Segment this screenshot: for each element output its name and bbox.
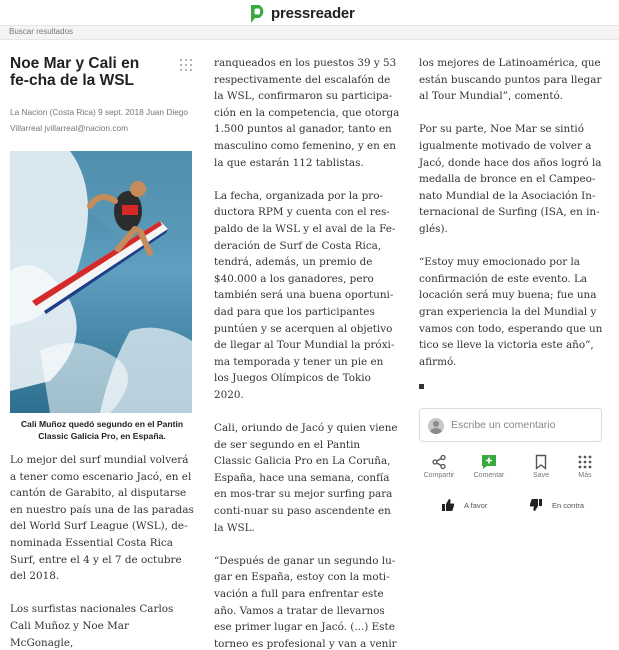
share-label: Compartir	[423, 472, 455, 479]
comment-button[interactable]	[469, 454, 509, 479]
article-byline	[10, 105, 194, 136]
byline-line-1: La Nacion (Costa Rica) 9 sept. 2018 Juan Diego	[10, 107, 189, 117]
share-icon	[419, 454, 459, 470]
paragraph: Los surfistas nacionales Carlos Cali Muñoz y Noe Mar McGonagle,	[10, 603, 174, 649]
save-button[interactable]	[521, 454, 561, 479]
thumbs-up-icon	[441, 498, 455, 512]
paragraph: La fecha, organizada por la pro-ductora RPM y cuenta con el res-paldo de la WSL y el aval de la Fe-deración de Surf de Costa Rica, tendrá, además, un premio de $40.000 a los ganadores, pero también será una buena oportuni-dad para que los participantes puntúen y se acerquen al objetivo de llegar al Tour Mundial la próxi-ma temporada y tener un pie en los Juegos Olímpicos de Tokio 2020.	[214, 189, 396, 401]
user-avatar-icon	[428, 418, 444, 434]
share-button[interactable]	[419, 454, 459, 479]
more-icon	[565, 454, 605, 470]
pressreader-logo-icon	[247, 3, 267, 24]
byline-line-2: Villarreal jvillarreal@nacion.com	[10, 122, 129, 133]
vote-down-button[interactable]	[529, 498, 584, 512]
photo-caption: Cali Muñoz quedó segundo en el Pantin Classic Galicia Pro, en España.	[20, 419, 184, 441]
paragraph: Por su parte, Noe Mar se sintió igualmente motivado de volver a Jacó, donde hace dos años logró la medalla de bronce en el Campeo-nato Mundial de la Asociación In-ternacional de Surfing (ISA, en in-glés).	[419, 123, 602, 235]
bookmark-icon	[521, 454, 561, 470]
comment-input[interactable]	[419, 408, 602, 442]
article-end-mark	[419, 384, 424, 389]
search-results-bar[interactable]	[0, 26, 619, 40]
vote-controls	[419, 498, 604, 516]
article-column-1	[10, 40, 194, 650]
search-results-label[interactable]: Buscar resultados	[9, 27, 74, 36]
brand-name: pressreader	[271, 4, 355, 22]
thumbs-down-icon	[529, 498, 543, 512]
vote-down-label: En contra	[552, 500, 585, 510]
pressreader-logo[interactable]	[247, 2, 355, 24]
comment-label: Comentar	[473, 472, 505, 479]
article-photo[interactable]	[10, 151, 192, 413]
paragraph: “Estoy muy emocionado por la confirmación de este evento. La locación será muy buena; fue una gran experiencia la del Mundial y vamos con todo, esperando que un tico se lleve la victoria este año”, afirmó.	[419, 256, 603, 368]
paragraph: Lo mejor del surf mundial volverá a tener como escenario Jacó, en el cantón de Garabito, al disputarse en nuestro país una de las paradas del World Surf League (WSL), de-nominada Essential Costa Rica Surf, entre el 4 y el 7 de octubre del 2018.	[10, 454, 194, 583]
paragraph: ranqueados en los puestos 39 y 53 respectivamente del escalafón de la WSL, confirmaron su participa-ción en la competencia, que otorga 1.500 puntos al ganador, tanto en masculino como femenino, y en en la que estarán 112 tablistas.	[214, 57, 400, 169]
article-column-2	[214, 40, 400, 650]
paragraph: los mejores de Latinoamérica, que están buscando puntos para llegar al Tour Mundial”, comentó.	[419, 57, 602, 103]
vote-up-label: A favor	[464, 500, 488, 510]
comment-icon	[469, 454, 509, 470]
article-menu-icon[interactable]	[180, 59, 194, 73]
more-button[interactable]	[565, 454, 605, 479]
top-bar	[0, 0, 619, 26]
paragraph: Cali, oriundo de Jacó y quien viene de ser segundo en el Pantin Classic Galicia Pro en La Coruña, España, hace una semana, confía en mos-trar su mejor surfing para conti-nuar su paso ascendente en la WSL.	[214, 422, 398, 534]
comment-placeholder[interactable]: Escribe un comentario	[451, 419, 556, 431]
article-column-3	[419, 40, 604, 389]
paragraph: “Después de ganar un segundo lu-gar en España, estoy con la moti-vación a full para enfrentar este año. Vamos a tratar de llevarnos ese primer lugar en Jacó. (...) Este torneo es profesional y van a venir	[214, 554, 397, 650]
vote-up-button[interactable]	[441, 498, 487, 512]
article-title: Noe Mar y Cali en fe-cha de la WSL	[10, 55, 140, 89]
surfer-image	[10, 151, 192, 413]
more-label: Más	[578, 472, 592, 479]
article-actions	[419, 454, 604, 484]
save-label: Save	[533, 472, 549, 479]
